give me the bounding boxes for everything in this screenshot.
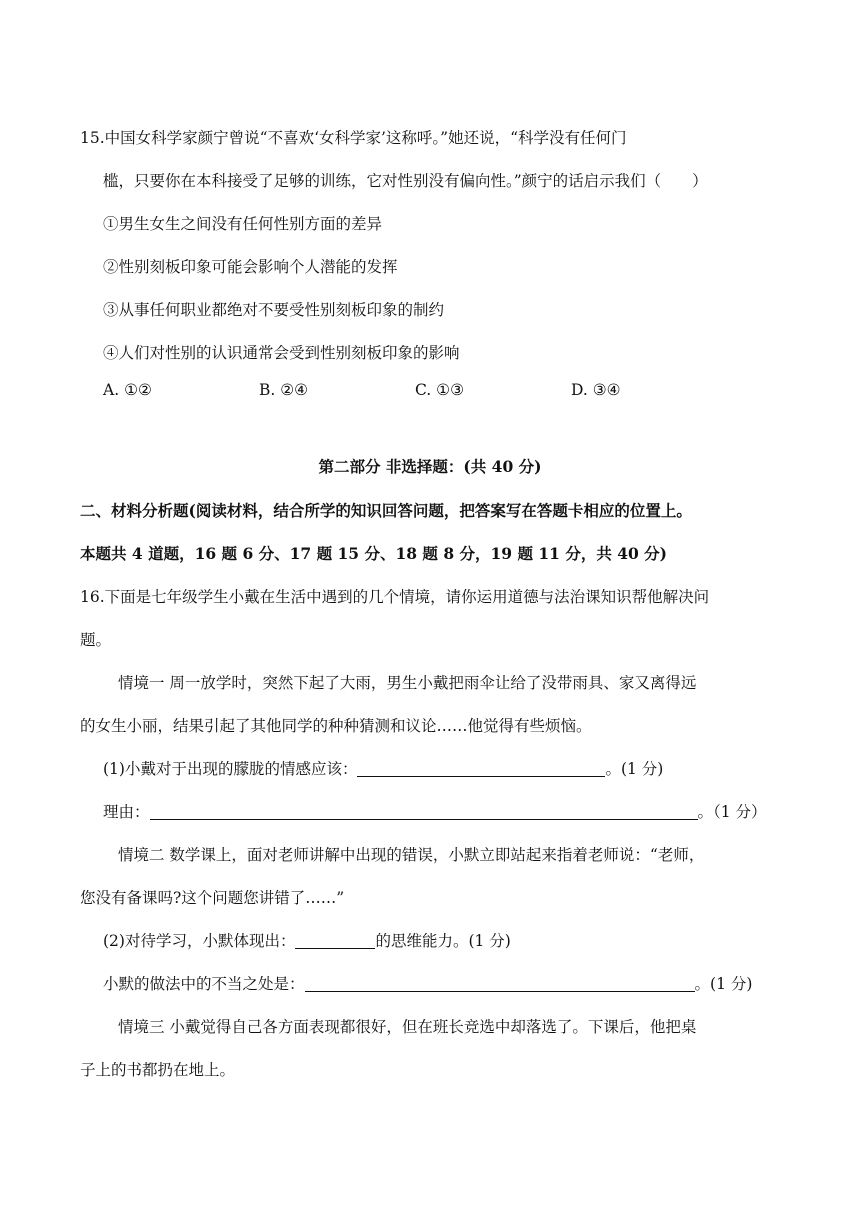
reason-label: 理由：	[103, 803, 150, 821]
q15-choice-d	[571, 379, 621, 401]
choice-text: ①③	[436, 381, 464, 399]
choice-text: ③④	[592, 381, 621, 399]
q16-reason	[103, 801, 767, 823]
q15-line-2: 槛，只要你在本科接受了足够的训练，它对性别没有偏向性。”颜宁的话启示我们（ ）	[103, 172, 708, 190]
scenario-2-line-2: 您没有备课吗?这个问题您讲错了……”	[80, 889, 345, 907]
choice-letter: C.	[415, 381, 432, 399]
q15-option-1: ①男生女生之间没有任何性别方面的差异	[103, 215, 383, 233]
choice-text: ②④	[280, 381, 309, 399]
q15-choice-b	[259, 379, 308, 401]
q16-part-2-suffix: 的思维能力。(1 分)	[375, 932, 511, 950]
scenario-2-line-1: 情境二 数学课上，面对老师讲解中出现的错误，小默立即站起来指着老师说：“老师，	[118, 846, 705, 864]
section-heading-line-2: 本题共 4 道题，16 题 6 分、17 题 15 分、18 题 8 分，19 题 11 分，共 40 分)	[80, 544, 668, 563]
choice-letter: B.	[259, 381, 276, 399]
q15-option-3: ③从事任何职业都绝对不要受性别刻板印象的制约	[103, 301, 445, 319]
answer-blank-1[interactable]	[357, 760, 605, 777]
q15-choice-c	[415, 379, 464, 401]
q16-part-2	[103, 930, 511, 952]
choice-letter: A.	[103, 381, 120, 399]
q16-intro-line-1: 16.下面是七年级学生小戴在生活中遇到的几个情境，请你运用道德与法治课知识帮他解决问	[80, 588, 710, 606]
q15-option-2: ②性别刻板印象可能会影响个人潜能的发挥	[103, 258, 398, 276]
q15-choice-a	[103, 379, 152, 401]
improper-label: 小默的做法中的不当之处是：	[103, 975, 305, 993]
scenario-1-line-2: 的女生小丽，结果引起了其他同学的种种猜测和议论……他觉得有些烦恼。	[80, 717, 592, 735]
reason-score: 。（1 分）	[697, 803, 767, 821]
section-heading-line-1: 二、材料分析题(阅读材料，结合所学的知识回答问题，把答案写在答题卡相应的位置上。	[80, 501, 692, 520]
q15-option-4: ④人们对性别的认识通常会受到性别刻板印象的影响	[103, 344, 460, 362]
q16-part-2-prompt: (2)对待学习，小默体现出：	[103, 932, 296, 950]
q16-intro-line-2: 题。	[80, 631, 112, 649]
scenario-3-line-1: 情境三 小戴觉得自己各方面表现都很好，但在班长竞选中却落选了。下课后，他把桌	[118, 1018, 697, 1036]
q16-part-1-score: 。(1 分)	[605, 760, 664, 778]
answer-blank-2[interactable]	[295, 932, 375, 949]
answer-blank-improper[interactable]	[305, 975, 695, 992]
q16-part-1	[103, 758, 663, 780]
scenario-3-line-2: 子上的书都扔在地上。	[80, 1061, 236, 1079]
choice-text: ①②	[124, 381, 152, 399]
improper-score: 。(1 分)	[694, 975, 753, 993]
answer-blank-reason[interactable]	[150, 803, 698, 820]
q15-line-1: 15.中国女科学家颜宁曾说“不喜欢‘女科学家’这称呼。”她还说，“科学没有任何门	[80, 129, 627, 147]
part-two-title: 第二部分 非选择题：(共 40 分)	[318, 457, 542, 476]
scenario-1-line-1: 情境一 周一放学时，突然下起了大雨，男生小戴把雨伞让给了没带雨具、家又离得远	[118, 674, 697, 692]
q16-improper	[103, 973, 752, 995]
q16-part-1-prompt: (1)小戴对于出现的朦胧的情感应该：	[103, 760, 358, 778]
choice-letter: D.	[571, 381, 588, 399]
